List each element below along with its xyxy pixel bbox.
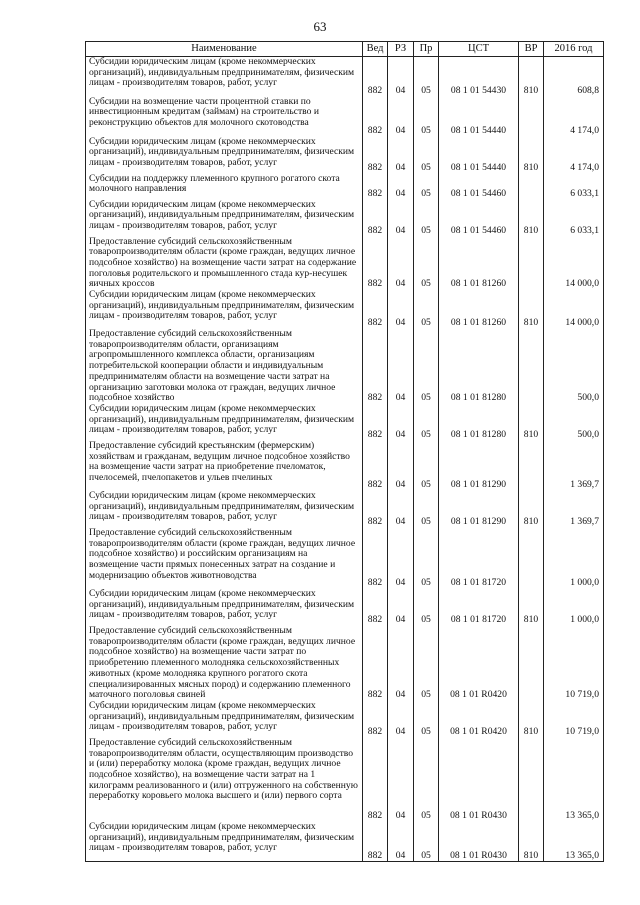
cell-pr: 05 bbox=[414, 404, 439, 441]
cell-pr: 05 bbox=[414, 137, 439, 174]
table-row bbox=[86, 97, 604, 137]
cell-rz: 04 bbox=[388, 441, 414, 491]
cell-cst: 08 1 01 54460 bbox=[439, 200, 519, 237]
cell-rz: 04 bbox=[388, 822, 414, 862]
cell-name: Субсидии на возмещение части процентной ставки по инвестиционным кредитам (займам) на строительство и реконструкцию объектов для молочного скотоводства bbox=[86, 97, 363, 137]
cell-vr bbox=[519, 528, 544, 589]
cell-cst: 08 1 01 81280 bbox=[439, 404, 519, 441]
header-rz: РЗ bbox=[388, 42, 414, 57]
cell-amount: 14 000,0 bbox=[544, 290, 604, 329]
table-row bbox=[86, 528, 604, 589]
table-row bbox=[86, 491, 604, 528]
cell-pr: 05 bbox=[414, 200, 439, 237]
table-header-row bbox=[86, 42, 604, 57]
cell-amount: 1 000,0 bbox=[544, 589, 604, 626]
cell-ved: 882 bbox=[363, 701, 388, 738]
cell-amount: 13 365,0 bbox=[544, 822, 604, 862]
cell-amount: 6 033,1 bbox=[544, 200, 604, 237]
cell-vr: 810 bbox=[519, 200, 544, 237]
cell-vr bbox=[519, 626, 544, 701]
cell-name: Предоставление субсидий крестьянским (фермерским) хозяйствам и гражданам, ведущим личное подсобное хозяйство на возмещение части затрат на приобретение пчеломаток, пчелосемей, пчелопакетов и ульев пчелиных bbox=[86, 441, 363, 491]
cell-pr: 05 bbox=[414, 174, 439, 200]
cell-ved: 882 bbox=[363, 589, 388, 626]
cell-pr: 05 bbox=[414, 97, 439, 137]
cell-amount: 14 000,0 bbox=[544, 237, 604, 291]
cell-cst: 08 1 01 81290 bbox=[439, 491, 519, 528]
header-ved: Вед bbox=[363, 42, 388, 57]
cell-rz: 04 bbox=[388, 528, 414, 589]
cell-ved: 882 bbox=[363, 97, 388, 137]
cell-amount: 6 033,1 bbox=[544, 174, 604, 200]
cell-cst: 08 1 01 R0430 bbox=[439, 738, 519, 822]
cell-cst: 08 1 01 81720 bbox=[439, 589, 519, 626]
cell-amount: 10 719,0 bbox=[544, 701, 604, 738]
cell-name: Субсидии юридическим лицам (кроме некоммерческих организаций), индивидуальным предпринимателям, физическим лицам - производителям товаров, работ, услуг bbox=[86, 137, 363, 174]
cell-name: Предоставление субсидий сельскохозяйственным товаропроизводителям области, организациям агропромышленного комплекса области, организациям потребительской кооперации области и индивидуальным предпринимателям области на возмещение части затрат на организацию заготовки молока от граждан, ведущих личное подсобное хозяйство bbox=[86, 329, 363, 404]
cell-name: Предоставление субсидий сельскохозяйственным товаропроизводителям области (кроме граждан, ведущих личное подсобное хозяйство) на возмещение части затрат по приобретению племенного молодняка сельскохозяйственных животных (кроме молодняка крупного рогатого скота специализированных мясных пород) и содержанию племенного маточного поголовья свиней bbox=[86, 626, 363, 701]
cell-cst: 08 1 01 81260 bbox=[439, 290, 519, 329]
table-row bbox=[86, 441, 604, 491]
cell-vr bbox=[519, 441, 544, 491]
cell-ved: 882 bbox=[363, 626, 388, 701]
cell-rz: 04 bbox=[388, 200, 414, 237]
header-pr: Пр bbox=[414, 42, 439, 57]
cell-name: Предоставление субсидий сельскохозяйственным товаропроизводителям области (кроме граждан, ведущих личное подсобное хозяйство) на возмещение части затрат на содержание поголовья родительского и промышленного стада кур-несушек яичных кроссов bbox=[86, 237, 363, 291]
cell-vr: 810 bbox=[519, 57, 544, 97]
cell-name: Предоставление субсидий сельскохозяйственным товаропроизводителям области (кроме граждан, ведущих личное подсобное хозяйство) и российским организациям на возмещение части прямых понесенных затрат на создание и модернизацию объектов животноводства bbox=[86, 528, 363, 589]
cell-pr: 05 bbox=[414, 589, 439, 626]
cell-pr: 05 bbox=[414, 491, 439, 528]
cell-ved: 882 bbox=[363, 491, 388, 528]
table-row bbox=[86, 589, 604, 626]
cell-amount: 500,0 bbox=[544, 404, 604, 441]
cell-amount: 1 369,7 bbox=[544, 441, 604, 491]
cell-ved: 882 bbox=[363, 528, 388, 589]
cell-pr: 05 bbox=[414, 57, 439, 97]
cell-pr: 05 bbox=[414, 290, 439, 329]
cell-amount: 13 365,0 bbox=[544, 738, 604, 822]
cell-pr: 05 bbox=[414, 738, 439, 822]
cell-name: Субсидии юридическим лицам (кроме некоммерческих организаций), индивидуальным предпринимателям, физическим лицам - производителям товаров, работ, услуг bbox=[86, 290, 363, 329]
cell-ved: 882 bbox=[363, 822, 388, 862]
cell-rz: 04 bbox=[388, 174, 414, 200]
cell-pr: 05 bbox=[414, 237, 439, 291]
cell-rz: 04 bbox=[388, 137, 414, 174]
cell-cst: 08 1 01 R0420 bbox=[439, 701, 519, 738]
cell-cst: 08 1 01 54440 bbox=[439, 97, 519, 137]
cell-name: Субсидии юридическим лицам (кроме некоммерческих организаций), индивидуальным предпринимателям, физическим лицам - производителям товаров, работ, услуг bbox=[86, 491, 363, 528]
table-row bbox=[86, 329, 604, 404]
cell-vr: 810 bbox=[519, 290, 544, 329]
cell-rz: 04 bbox=[388, 701, 414, 738]
cell-rz: 04 bbox=[388, 404, 414, 441]
cell-ved: 882 bbox=[363, 200, 388, 237]
header-vr: ВР bbox=[519, 42, 544, 57]
cell-name: Субсидии юридическим лицам (кроме некоммерческих организаций), индивидуальным предпринимателям, физическим лицам - производителям товаров, работ, услуг bbox=[86, 822, 363, 862]
cell-name: Субсидии юридическим лицам (кроме некоммерческих организаций), индивидуальным предпринимателям, физическим лицам - производителям товаров, работ, услуг bbox=[86, 200, 363, 237]
cell-ved: 882 bbox=[363, 441, 388, 491]
cell-vr: 810 bbox=[519, 404, 544, 441]
table-row bbox=[86, 174, 604, 200]
cell-amount: 4 174,0 bbox=[544, 137, 604, 174]
cell-pr: 05 bbox=[414, 822, 439, 862]
cell-amount: 10 719,0 bbox=[544, 626, 604, 701]
cell-pr: 05 bbox=[414, 441, 439, 491]
cell-cst: 08 1 01 81290 bbox=[439, 441, 519, 491]
cell-vr bbox=[519, 237, 544, 291]
cell-pr: 05 bbox=[414, 329, 439, 404]
cell-cst: 08 1 01 81260 bbox=[439, 237, 519, 291]
cell-amount: 608,8 bbox=[544, 57, 604, 97]
cell-rz: 04 bbox=[388, 290, 414, 329]
table-row bbox=[86, 738, 604, 822]
cell-ved: 882 bbox=[363, 290, 388, 329]
header-cst: ЦСТ bbox=[439, 42, 519, 57]
cell-name: Субсидии юридическим лицам (кроме некоммерческих организаций), индивидуальным предпринимателям, физическим лицам - производителям товаров, работ, услуг bbox=[86, 404, 363, 441]
header-year: 2016 год bbox=[544, 42, 604, 57]
cell-name: Субсидии юридическим лицам (кроме некоммерческих организаций), индивидуальным предпринимателям, физическим лицам - производителям товаров, работ, услуг bbox=[86, 701, 363, 738]
cell-rz: 04 bbox=[388, 738, 414, 822]
cell-rz: 04 bbox=[388, 57, 414, 97]
header-name: Наименование bbox=[86, 42, 363, 57]
table-row bbox=[86, 237, 604, 291]
cell-name: Субсидии юридическим лицам (кроме некоммерческих организаций), индивидуальным предпринимателям, физическим лицам - производителям товаров, работ, услуг bbox=[86, 57, 363, 97]
table-row bbox=[86, 822, 604, 862]
cell-ved: 882 bbox=[363, 404, 388, 441]
cell-vr bbox=[519, 174, 544, 200]
budget-table bbox=[85, 41, 604, 862]
cell-rz: 04 bbox=[388, 589, 414, 626]
cell-ved: 882 bbox=[363, 137, 388, 174]
cell-cst: 08 1 01 54460 bbox=[439, 174, 519, 200]
cell-cst: 08 1 01 R0430 bbox=[439, 822, 519, 862]
cell-amount: 1 000,0 bbox=[544, 528, 604, 589]
cell-rz: 04 bbox=[388, 626, 414, 701]
cell-name: Субсидии на поддержку племенного крупного рогатого скота молочного направления bbox=[86, 174, 363, 200]
cell-ved: 882 bbox=[363, 329, 388, 404]
cell-ved: 882 bbox=[363, 738, 388, 822]
cell-vr bbox=[519, 329, 544, 404]
cell-rz: 04 bbox=[388, 491, 414, 528]
cell-vr: 810 bbox=[519, 491, 544, 528]
table-row bbox=[86, 626, 604, 701]
cell-ved: 882 bbox=[363, 174, 388, 200]
cell-vr bbox=[519, 97, 544, 137]
cell-name: Предоставление субсидий сельскохозяйственным товаропроизводителям области, осуществляющим производство и (или) переработку молока (кроме граждан, ведущих личное подсобное хозяйство), на возмещение части затрат на 1 килограмм реализованного и (или) отгруженного на собственную переработку коровьего молока высшего и (или) первого сорта bbox=[86, 738, 363, 822]
cell-vr: 810 bbox=[519, 137, 544, 174]
cell-rz: 04 bbox=[388, 329, 414, 404]
cell-cst: 08 1 01 R0420 bbox=[439, 626, 519, 701]
cell-ved: 882 bbox=[363, 57, 388, 97]
cell-vr: 810 bbox=[519, 589, 544, 626]
cell-vr: 810 bbox=[519, 701, 544, 738]
cell-amount: 500,0 bbox=[544, 329, 604, 404]
cell-amount: 1 369,7 bbox=[544, 491, 604, 528]
cell-pr: 05 bbox=[414, 528, 439, 589]
cell-vr: 810 bbox=[519, 822, 544, 862]
cell-cst: 08 1 01 81280 bbox=[439, 329, 519, 404]
cell-rz: 04 bbox=[388, 97, 414, 137]
cell-pr: 05 bbox=[414, 701, 439, 738]
table-row bbox=[86, 701, 604, 738]
cell-ved: 882 bbox=[363, 237, 388, 291]
cell-cst: 08 1 01 54440 bbox=[439, 137, 519, 174]
table-row bbox=[86, 57, 604, 97]
cell-cst: 08 1 01 54430 bbox=[439, 57, 519, 97]
cell-pr: 05 bbox=[414, 626, 439, 701]
page-number: 63 bbox=[313, 19, 327, 34]
cell-name: Субсидии юридическим лицам (кроме некоммерческих организаций), индивидуальным предпринимателям, физическим лицам - производителям товаров, работ, услуг bbox=[86, 589, 363, 626]
cell-cst: 08 1 01 81720 bbox=[439, 528, 519, 589]
cell-rz: 04 bbox=[388, 237, 414, 291]
table-row bbox=[86, 404, 604, 441]
cell-vr bbox=[519, 738, 544, 822]
table-row bbox=[86, 290, 604, 329]
table-row bbox=[86, 200, 604, 237]
cell-amount: 4 174,0 bbox=[544, 97, 604, 137]
table-row bbox=[86, 137, 604, 174]
